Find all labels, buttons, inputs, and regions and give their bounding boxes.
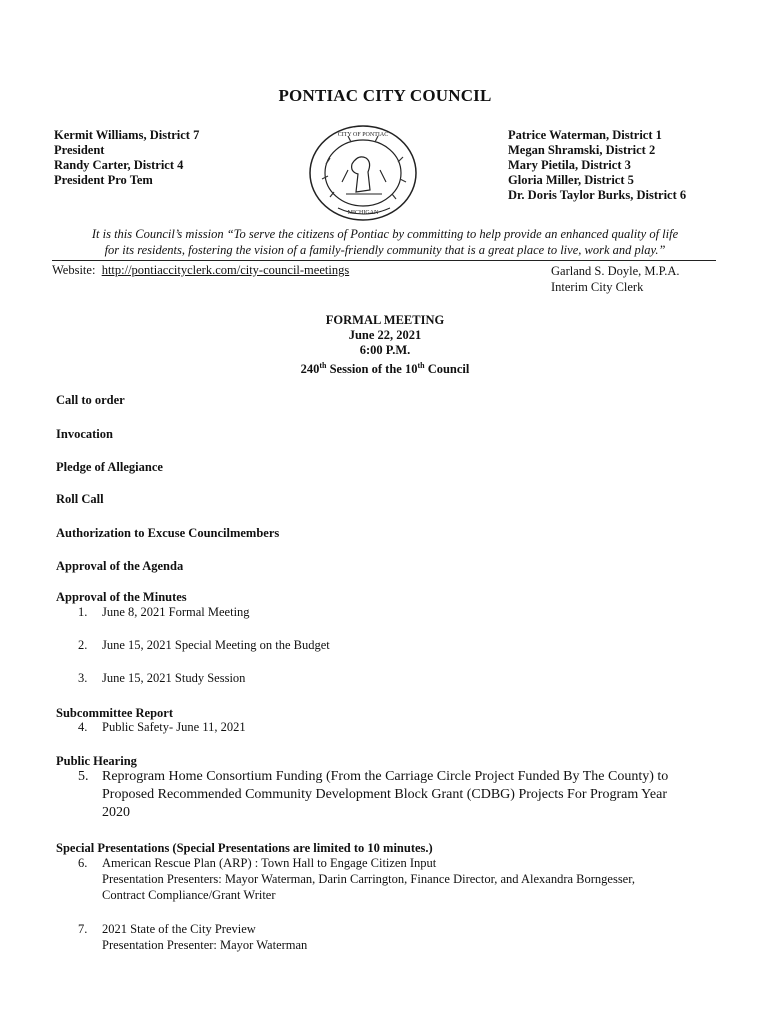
meeting-type: FORMAL MEETING [325, 313, 445, 327]
agenda-pledge: Pledge of Allegiance [56, 460, 163, 474]
member-line: Megan Shramski, District 2 [508, 143, 656, 157]
meeting-session: 240th Session of the 10th Council [300, 361, 470, 377]
clerk-block [551, 263, 679, 295]
member-line: Randy Carter, District 4 [54, 158, 184, 172]
agenda-roll-call: Roll Call [56, 492, 104, 506]
list-item: 6. American Rescue Plan (ARP) : Town Hall to Engage Citizen Input Presentation Presenters: Mayor Waterman, Darin Carrington, Finance Director, and Alexandra Borngesser, Contract Compliance/Grant Writer [78, 856, 636, 902]
member-line: Patrice Waterman, District 1 [508, 128, 662, 142]
agenda-approval-minutes: Approval of the Minutes [56, 590, 187, 604]
mission-statement [52, 226, 718, 258]
right-council-members [508, 128, 686, 203]
svg-text:MICHIGAN: MICHIGAN [347, 210, 379, 216]
list-item: 3. June 15, 2021 Study Session [78, 671, 246, 685]
list-item: 7. 2021 State of the City Preview Presentation Presenter: Mayor Waterman [78, 922, 308, 952]
svg-text:CITY OF PONTIAC: CITY OF PONTIAC [337, 132, 389, 138]
clerk-name: Garland S. Doyle, M.P.A. [551, 264, 680, 278]
meeting-time: 6:00 P.M. [359, 343, 411, 357]
agenda-special-presentations: Special Presentations (Special Presentations are limited to 10 minutes.) [56, 841, 433, 855]
agenda-authorization: Authorization to Excuse Councilmembers [56, 526, 280, 540]
city-seal-icon [308, 124, 418, 222]
member-line: Mary Pietila, District 3 [508, 158, 631, 172]
clerk-title: Interim City Clerk [551, 280, 644, 294]
list-item: 2. June 15, 2021 Special Meeting on the Budget [78, 638, 330, 652]
left-council-members [54, 128, 199, 188]
website-link[interactable]: http://pontiaccityclerk.com/city-council-meetings [101, 263, 350, 277]
agenda-approval-agenda: Approval of the Agenda [56, 559, 184, 573]
member-line: President Pro Tem [54, 173, 153, 187]
list-item: 4. Public Safety- June 11, 2021 [78, 720, 246, 734]
mission-line: It is this Council’s mission “To serve the citizens of Pontiac by committing to help provide an enhanced quality of life [91, 227, 679, 241]
header-divider [52, 260, 716, 261]
mission-line: for its residents, fostering the vision of a family-friendly community that is a great place to live, work and play.” [104, 243, 666, 257]
list-item: 5. Reprogram Home Consortium Funding (From the Carriage Circle Project Funded By The County) to Proposed Recommended Community Development Block Grant (CDBG) Projects For Program Year 2020 [78, 769, 669, 820]
meeting-date: June 22, 2021 [348, 328, 422, 342]
member-line: Gloria Miller, District 5 [508, 173, 634, 187]
member-line: Kermit Williams, District 7 [54, 128, 200, 142]
website-line [52, 263, 349, 278]
agenda-invocation: Invocation [56, 427, 113, 441]
agenda-public-hearing: Public Hearing [56, 754, 137, 768]
agenda-subcommittee: Subcommittee Report [56, 706, 173, 720]
agenda-call-to-order: Call to order [56, 393, 125, 407]
member-line: President [54, 143, 105, 157]
website-label: Website: [52, 263, 96, 277]
list-item: 1. June 8, 2021 Formal Meeting [78, 605, 250, 619]
meeting-heading [0, 313, 770, 377]
page-title: PONTIAC CITY COUNCIL [278, 86, 492, 105]
member-line: Dr. Doris Taylor Burks, District 6 [508, 188, 687, 202]
